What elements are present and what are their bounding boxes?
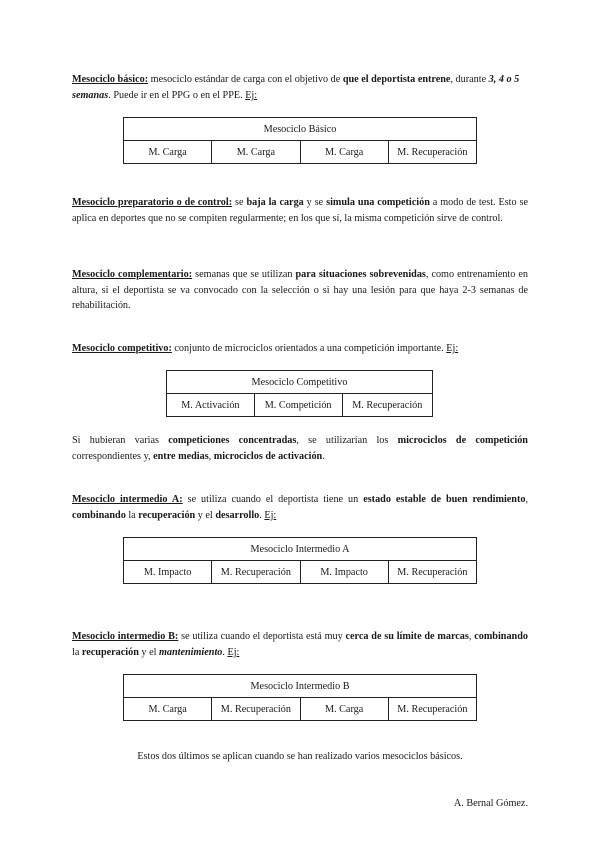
heading-complementario: Mesociclo complementario: <box>72 269 193 280</box>
table-cell: M. Recuperación <box>388 698 476 721</box>
table-cell: M. Competición <box>254 394 342 417</box>
paragraph-intermedio-b: Mesociclo intermedio B: se utiliza cuando el deportista está muy cerca de su límite de marcas, combinando la recuperación y el mantenimiento. Ej: <box>72 631 528 658</box>
table-header: Mesociclo Intermedio A <box>124 538 477 561</box>
table-cell: M. Recuperación <box>212 561 300 584</box>
paragraph-competitivo-note: Si hubieran varias competiciones concentradas, se utilizarían los microciclos de competición correspondientes y, entre medias, microciclos de activación. <box>72 435 528 462</box>
heading-competitivo: Mesociclo competitivo: <box>72 343 172 354</box>
table-cell: M. Carga <box>300 141 388 164</box>
paragraph-basico: Mesociclo básico: mesociclo estándar de carga con el objetivo de que el deportista entrene, durante 3, 4 o 5 semanas. Puede ir en el PPG o en el PPE. Ej: <box>72 74 520 101</box>
table-header: Mesociclo Intermedio B <box>124 675 477 698</box>
table-cell: M. Impacto <box>300 561 388 584</box>
example-label: Ej: <box>245 89 258 101</box>
heading-preparatorio: Mesociclo preparatorio o de control: <box>72 197 233 208</box>
table-cell: M. Carga <box>212 141 300 164</box>
paragraph-preparatorio: Mesociclo preparatorio o de control: se baja la carga y se simula una competición a modo de test. Esto se aplica en deportes que no se compiten regularmente; en los que sí, la misma competición sirve de control. <box>72 197 529 224</box>
table-mesociclo-intermedio-b <box>123 674 477 721</box>
paragraph-intermedio-a: Mesociclo intermedio A: se utiliza cuando el deportista tiene un estado estable de buen rendimiento, combinando la recuperación y el desarrollo. Ej: <box>72 494 529 521</box>
table-cell: M. Recuperación <box>342 394 432 417</box>
heading-basico: Mesociclo básico: <box>72 74 149 85</box>
table-cell: M. Impacto <box>124 561 212 584</box>
table-cell: M. Activación <box>167 394 255 417</box>
table-cell: M. Recuperación <box>212 698 300 721</box>
paragraph-competitivo: Mesociclo competitivo: conjunto de microciclos orientados a una competición importante. Ej: <box>72 343 459 354</box>
example-label: Ej: <box>264 509 277 521</box>
paragraph-complementario: Mesociclo complementario: semanas que se utilizan para situaciones sobrevenidas, como entrenamiento en altura, si el deportista se va convocado con la selección o si hay una lesión para que haya 2-3 semanas de rehabilitación. <box>72 269 528 312</box>
example-label: Ej: <box>227 646 240 658</box>
table-cell: M. Carga <box>124 141 212 164</box>
table-mesociclo-basico <box>123 117 477 164</box>
closing-note: Estos dos últimos se aplican cuando se han realizado varios mesociclos básicos. <box>137 751 463 762</box>
table-cell: M. Carga <box>124 698 212 721</box>
table-mesociclo-intermedio-a <box>123 537 477 584</box>
heading-intermedio-b: Mesociclo intermedio B: <box>72 631 179 642</box>
table-cell: M. Recuperación <box>388 141 476 164</box>
table-cell: M. Carga <box>300 698 388 721</box>
table-mesociclo-competitivo <box>166 370 433 417</box>
table-header: Mesociclo Básico <box>124 118 477 141</box>
table-header: Mesociclo Competitivo <box>167 371 433 394</box>
author-signature: A. Bernal Gómez. <box>453 798 528 809</box>
table-cell: M. Recuperación <box>388 561 476 584</box>
heading-intermedio-a: Mesociclo intermedio A: <box>72 494 183 505</box>
example-label: Ej: <box>446 343 459 354</box>
